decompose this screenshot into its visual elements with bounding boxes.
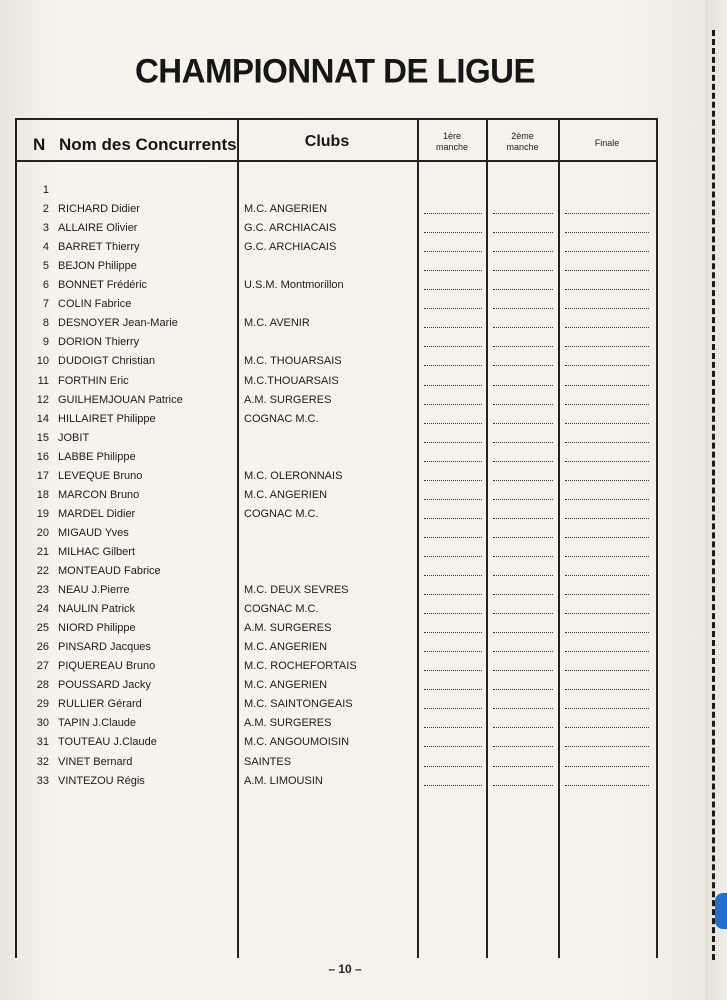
competitor-name: LEVEQUE Bruno [58,469,143,482]
header-manche2-line2: manche [506,142,539,152]
finale-entry-line [565,766,649,767]
table-row [17,333,653,352]
manche1-entry-line [424,556,482,557]
manche1-entry-line [424,365,482,366]
competitor-name: MILHAC Gilbert [58,545,136,558]
manche1-entry-line [424,689,482,690]
club-name: M.C. THOUARSAIS [244,355,342,368]
manche2-entry-line [493,442,553,443]
table-row [17,314,653,333]
competitor-name: DORION Thierry [58,336,140,349]
manche1-entry-line [424,766,482,767]
manche1-entry-line [424,270,482,271]
manche2-entry-line [493,689,553,690]
finale-entry-line [565,327,649,328]
table-row [17,619,653,638]
header-manche1 [419,131,485,153]
finale-entry-line [565,404,649,405]
finale-entry-line [565,365,649,366]
club-name: U.S.M. Montmorillon [244,279,344,292]
table-row [17,429,653,448]
finale-entry-line [565,727,649,728]
manche1-entry-line [424,594,482,595]
finale-entry-line [565,423,649,424]
manche2-entry-line [493,270,553,271]
manche2-entry-line [493,651,553,652]
row-number: 16 [36,450,49,463]
competitor-name: NAULIN Patrick [58,603,136,616]
finale-entry-line [565,613,649,614]
table-row [17,505,653,524]
row-number: 12 [36,393,49,406]
header-manche2-line1: 2ème [511,131,534,141]
table-row [17,753,653,772]
manche2-entry-line [493,727,553,728]
perforation-line [712,30,715,960]
competitor-name: FORTHIN Eric [58,374,129,387]
manche1-entry-line [424,651,482,652]
header-number: N [33,135,46,154]
manche1-entry-line [424,708,482,709]
table-row [17,391,653,410]
manche1-entry-line [424,327,482,328]
manche2-entry-line [493,251,553,252]
club-name: M.C. AVENIR [244,317,310,330]
table-row [17,486,653,505]
competitor-name: POUSSARD Jacky [58,679,151,692]
manche1-entry-line [424,423,482,424]
row-number: 1 [42,184,49,196]
competitor-name: BARRET Thierry [58,241,140,254]
table-row [17,600,653,619]
manche1-entry-line [424,308,482,309]
table-row [17,657,653,676]
club-name: G.C. ARCHIACAIS [244,222,337,235]
club-name: COGNAC M.C. [244,507,319,520]
row-number: 8 [42,317,49,330]
competitor-name: ALLAIRE Olivier [58,222,138,235]
manche2-entry-line [493,365,553,366]
page-title: CHAMPIONNAT DE LIGUE [134,51,536,90]
finale-entry-line [565,499,649,500]
manche2-entry-line [493,423,553,424]
club-name: A.M. SURGERES [244,393,332,406]
manche2-entry-line [493,289,553,290]
finale-entry-line [565,289,649,290]
club-name: M.C. ANGERIEN [244,488,328,501]
table-row [17,352,653,371]
club-name: M.C.THOUARSAIS [244,374,339,387]
row-number: 24 [36,603,49,616]
competitor-name: PIQUEREAU Bruno [58,660,156,673]
table-row [17,772,653,791]
row-number: 2 [42,203,49,216]
row-number: 32 [36,755,49,768]
page-number: – 10 – [328,962,362,976]
row-number: 15 [36,431,49,444]
competitor-name: RICHARD Didier [58,203,140,216]
manche1-entry-line [424,785,482,786]
competitor-name: LABBE Philippe [58,450,136,463]
table-row [17,200,653,219]
row-number: 9 [42,336,49,349]
row-number: 14 [36,412,49,425]
club-name: G.C. ARCHIACAIS [244,241,337,254]
manche2-entry-line [493,327,553,328]
manche1-entry-line [424,727,482,728]
finale-entry-line [565,232,649,233]
manche1-entry-line [424,461,482,462]
manche2-entry-line [493,385,553,386]
binding-edge [705,0,727,1000]
manche1-entry-line [424,289,482,290]
club-name: M.C. DEUX SEVRES [244,584,349,597]
row-number: 10 [36,355,49,368]
finale-entry-line [565,385,649,386]
row-number: 28 [36,679,49,692]
manche1-entry-line [424,442,482,443]
finale-entry-line [565,670,649,671]
row-number: 26 [36,641,49,654]
row-number: 29 [36,698,49,711]
competitor-name: NIORD Philippe [58,622,136,635]
manche1-entry-line [424,613,482,614]
competitor-name: BONNET Frédéric [58,279,148,292]
competitor-name: VINET Bernard [58,755,133,768]
manche2-entry-line [493,632,553,633]
club-name: M.C. OLERONNAIS [244,469,343,482]
competitor-name: MARDEL Didier [58,507,136,520]
manche2-entry-line [493,404,553,405]
manche1-entry-line [424,232,482,233]
finale-entry-line [565,689,649,690]
competitor-name: NEAU J.Pierre [58,584,130,597]
header-finale: Finale [594,138,620,148]
table-row [17,524,653,543]
table-row [17,733,653,752]
finale-entry-line [565,708,649,709]
finale-entry-line [565,632,649,633]
competitor-name: DUDOIGT Christian [58,355,155,368]
competitor-name: DESNOYER Jean-Marie [58,317,178,330]
manche1-entry-line [424,670,482,671]
club-name: M.C. SAINTONGEAIS [244,698,353,711]
finale-entry-line [565,213,649,214]
header-manche1-line1: 1ère [442,131,461,141]
manche2-entry-line [493,346,553,347]
table-row [17,410,653,429]
row-number: 7 [42,298,49,311]
row-number: 20 [36,526,49,539]
manche2-entry-line [493,499,553,500]
manche1-entry-line [424,518,482,519]
manche1-entry-line [424,575,482,576]
table-row [17,695,653,714]
table-row [17,238,653,257]
table-row [17,676,653,695]
manche1-entry-line [424,346,482,347]
finale-entry-line [565,442,649,443]
manche1-entry-line [424,480,482,481]
finale-entry-line [565,346,649,347]
table-row [17,448,653,467]
row-number: 33 [36,774,49,787]
manche2-entry-line [493,213,553,214]
blue-tab-marker [715,893,727,929]
row-number: 21 [36,545,49,558]
club-name: A.M. SURGERES [244,622,332,635]
row-number: 11 [37,374,49,387]
club-name: A.M. LIMOUSIN [244,774,323,787]
finale-entry-line [565,518,649,519]
table-row [17,714,653,733]
club-name: COGNAC M.C. [244,603,319,616]
row-number: 23 [36,584,49,597]
competitor-name: TAPIN J.Claude [58,717,137,730]
manche1-entry-line [424,537,482,538]
manche2-entry-line [493,613,553,614]
header-clubs: Clubs [304,133,350,150]
row-number: 19 [36,507,49,520]
table-row [17,372,653,391]
row-number: 22 [36,565,49,577]
club-name: M.C. ANGERIEN [244,679,328,692]
manche1-entry-line [424,746,482,747]
manche1-entry-line [424,404,482,405]
table-row [17,181,653,200]
competitor-name: MIGAUD Yves [58,526,129,539]
manche1-entry-line [424,251,482,252]
row-number: 25 [36,622,49,635]
competitor-name: VINTEZOU Régis [58,774,145,787]
row-number: 30 [36,717,49,730]
manche2-entry-line [493,556,553,557]
club-name: M.C. ANGOUMOISIN [244,736,350,749]
finale-entry-line [565,651,649,652]
manche1-entry-line [424,385,482,386]
manche2-entry-line [493,537,553,538]
finale-entry-line [565,556,649,557]
header-competitor-name: Nom des Concurrents [59,135,237,154]
table-row [17,581,653,600]
finale-entry-line [565,746,649,747]
manche2-entry-line [493,766,553,767]
table-row [17,467,653,486]
competitor-name: HILLAIRET Philippe [58,412,156,425]
manche1-entry-line [424,213,482,214]
header-manche2 [488,131,557,153]
manche2-entry-line [493,575,553,576]
manche2-entry-line [493,518,553,519]
table-row [17,276,653,295]
club-name: M.C. ANGERIEN [244,203,328,216]
finale-entry-line [565,308,649,309]
finale-entry-line [565,594,649,595]
table-row [17,638,653,657]
competitor-name: PINSARD Jacques [58,641,151,654]
header-manche1-line2: manche [435,142,469,152]
table-row [17,257,653,276]
finale-entry-line [565,785,649,786]
club-name: M.C. ROCHEFORTAIS [244,660,357,673]
row-number: 4 [42,241,49,254]
row-number: 6 [42,279,49,292]
table-row [17,543,653,562]
manche2-entry-line [493,232,553,233]
finale-entry-line [565,270,649,271]
club-name: M.C. ANGERIEN [244,641,328,654]
manche2-entry-line [493,785,553,786]
manche2-entry-line [493,594,553,595]
finale-entry-line [565,461,649,462]
competitor-name: MARCON Bruno [58,488,140,501]
table-row [17,219,653,238]
manche2-entry-line [493,308,553,309]
manche2-entry-line [493,746,553,747]
club-name: SAINTES [244,755,292,768]
competitor-name: GUILHEMJOUAN Patrice [58,393,183,406]
competitor-name: JOBIT [58,431,90,444]
row-number: 5 [42,260,49,273]
manche2-entry-line [493,670,553,671]
finale-entry-line [565,251,649,252]
competitor-name: BEJON Philippe [58,260,137,273]
row-number: 18 [36,488,49,501]
manche2-entry-line [493,480,553,481]
table-row [17,562,653,581]
finale-entry-line [565,480,649,481]
manche1-entry-line [424,499,482,500]
club-name: A.M. SURGERES [244,717,332,730]
row-number: 17 [36,469,49,482]
row-number: 3 [42,222,49,235]
row-number: 27 [36,660,49,673]
row-number: 31 [36,736,49,749]
competitor-name: COLIN Fabrice [58,298,132,311]
competitor-name: MONTEAUD Fabrice [58,565,161,577]
competitor-name: TOUTEAU J.Claude [58,736,157,749]
competitor-name: RULLIER Gérard [58,698,142,711]
finale-entry-line [565,575,649,576]
manche1-entry-line [424,632,482,633]
manche2-entry-line [493,708,553,709]
finale-entry-line [565,537,649,538]
club-name: COGNAC M.C. [244,412,319,425]
table-row [17,295,653,314]
manche2-entry-line [493,461,553,462]
